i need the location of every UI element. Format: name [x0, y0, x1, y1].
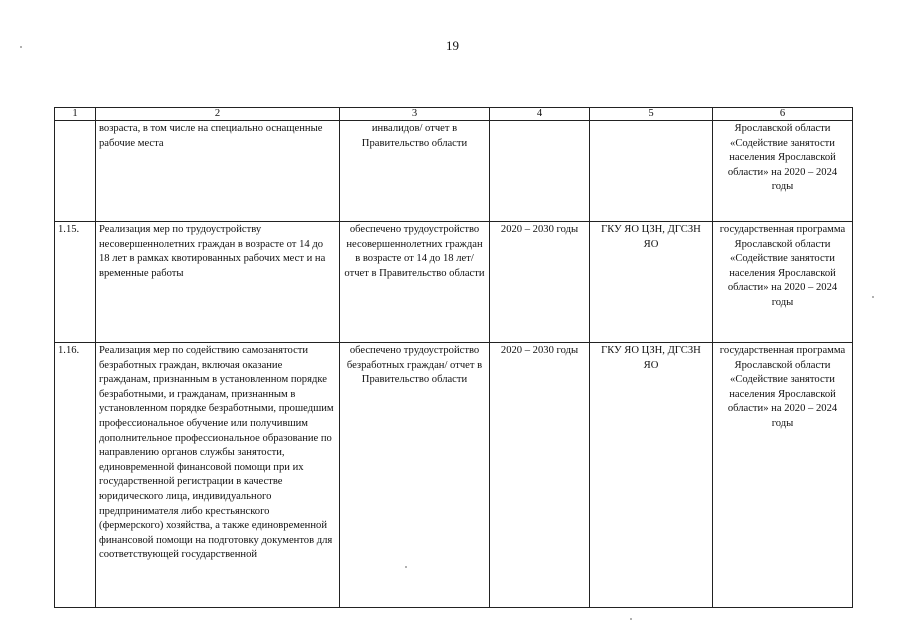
- page-number: 19: [446, 38, 459, 53]
- program-cell: Ярославской области «Содействие занятости населения Ярославской области» на 2020 – 2024 годы: [713, 121, 853, 222]
- period-cell: [490, 121, 590, 222]
- measures-table: [54, 107, 853, 608]
- program-cell: государственная программа Ярославской области «Содействие занятости населения Ярославской области» на 2020 – 2024 годы: [713, 222, 853, 343]
- result-cell: обеспечено трудоустройство несовершеннолетних граждан в возрасте от 14 до 18 лет/ отчет в Правительство области: [340, 222, 490, 343]
- scan-speck: [630, 618, 632, 620]
- table-row: [55, 121, 853, 222]
- scan-speck: [405, 566, 407, 568]
- period-cell: 2020 – 2030 годы: [490, 222, 590, 343]
- measure-cell: Реализация мер по трудоустройству несовершеннолетних граждан в возрасте от 14 до 18 лет в рамках квотированных рабочих мест и на временные работы: [96, 222, 340, 343]
- result-cell: инвалидов/ отчет в Правительство области: [340, 121, 490, 222]
- table-row: [55, 222, 853, 343]
- period-cell: 2020 – 2030 годы: [490, 343, 590, 608]
- header-cell: 1: [55, 108, 96, 121]
- header-cell: 2: [96, 108, 340, 121]
- row-number: 1.15.: [55, 222, 96, 343]
- measure-cell: возраста, в том числе на специально оснащенные рабочие места: [96, 121, 340, 222]
- row-number: [55, 121, 96, 222]
- scan-speck: [20, 46, 22, 48]
- program-cell: государственная программа Ярославской области «Содействие занятости населения Ярославской области» на 2020 – 2024 годы: [713, 343, 853, 608]
- measure-cell: Реализация мер по содействию самозанятости безработных граждан, включая оказание гражданам, признанным в установленном порядке безработными, и гражданам, признанным в установленном порядке безработными, прошедшим профессиональное обучение или получившим дополнительное профессиональное образование по направлению органов службы занятости, единовременной финансовой помощи при их государственной регистрации в качестве юридического лица, индивидуального предпринимателя либо крестьянского (фермерского) хозяйства, а также единовременной финансовой помощи на подготовку документов для соответствующей государственной: [96, 343, 340, 608]
- header-cell: 3: [340, 108, 490, 121]
- executor-cell: ГКУ ЯО ЦЗН, ДГСЗН ЯО: [590, 343, 713, 608]
- row-number: 1.16.: [55, 343, 96, 608]
- executor-cell: ГКУ ЯО ЦЗН, ДГСЗН ЯО: [590, 222, 713, 343]
- header-cell: 5: [590, 108, 713, 121]
- header-cell: 4: [490, 108, 590, 121]
- result-cell: обеспечено трудоустройство безработных граждан/ отчет в Правительство области: [340, 343, 490, 608]
- header-cell: 6: [713, 108, 853, 121]
- executor-cell: [590, 121, 713, 222]
- table-header-row: [55, 108, 853, 121]
- table-row: [55, 343, 853, 608]
- scan-speck: [872, 296, 874, 298]
